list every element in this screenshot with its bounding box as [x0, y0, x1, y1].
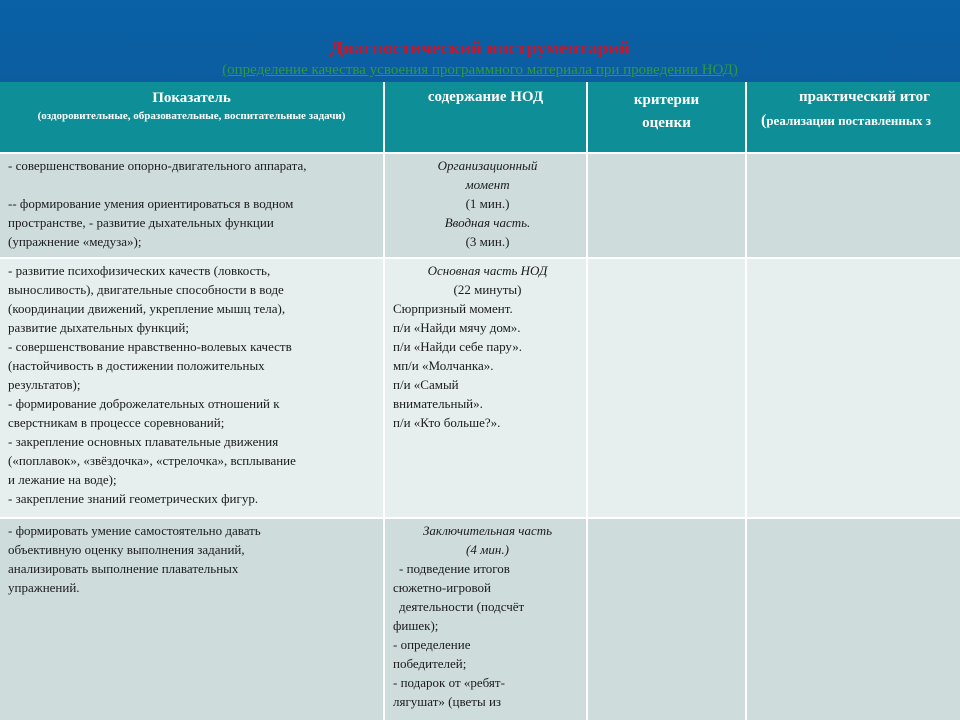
- row-2-result: [747, 259, 960, 517]
- row-3-content-line: - подарок от «ребят-: [393, 675, 505, 690]
- row-2-indicator-line: («поплавок», «звёздочка», «стрелочка», всплывание: [8, 453, 296, 468]
- row-1-indicator-spacer: [8, 175, 379, 194]
- row-2-criteria: [588, 259, 745, 517]
- row-2-content-line: внимательный».: [393, 396, 483, 411]
- row-3-indicator-line: анализировать выполнение плавательных: [8, 561, 239, 576]
- column-header-indicator-note: (оздоровительные, образовательные, воспитательные задачи): [37, 110, 346, 122]
- row-1-indicator-line: (упражнение «медуза»);: [8, 234, 142, 249]
- row-1-content: [385, 154, 586, 257]
- row-3-content-line: - подведение итогов: [399, 561, 510, 576]
- row-1-content-line: момент: [465, 177, 510, 192]
- row-3-content-line: победителей;: [393, 656, 467, 671]
- column-header-criteria-line-1: критерии: [633, 92, 700, 108]
- row-1-criteria: [588, 154, 745, 257]
- column-header-result-note: реализации поставленных з: [766, 113, 931, 128]
- row-2-indicator-line: и лежание на воде);: [8, 472, 117, 487]
- row-3-content-line: лягушат» (цветы из: [393, 694, 502, 709]
- row-1-content-line: Организационный: [437, 158, 538, 173]
- row-1-result: [747, 154, 960, 257]
- row-2-indicator-line: - закрепление знаний геометрических фигур.: [8, 491, 259, 506]
- diagnostic-table: [0, 82, 960, 720]
- row-1-indicator-line: - совершенствование опорно-двигательного аппарата,: [8, 158, 307, 173]
- row-2-indicator-line: (координации движений, укрепление мышц тела),: [8, 301, 286, 316]
- row-3-content-line: сюжетно-игровой: [393, 580, 492, 595]
- row-3-criteria: [588, 519, 745, 720]
- row-2-content-line: п/и «Найди себе пару».: [393, 339, 523, 354]
- row-3-indicator-line: упражнений.: [8, 580, 80, 595]
- row-1-indicator: [0, 154, 383, 257]
- row-2-content-line: мп/и «Молчанка».: [393, 358, 494, 373]
- column-header-indicator-title: Показатель: [152, 90, 231, 106]
- column-header-result-paren: (: [761, 112, 767, 129]
- row-3-content: [385, 519, 586, 720]
- row-1-content-line: Вводная часть.: [444, 215, 531, 230]
- row-1-indicator-line: -- формирование умения ориентироваться в водном: [8, 196, 294, 211]
- row-2-indicator-line: выносливость), двигательные способности в воде: [8, 282, 284, 297]
- row-3-content-line: Заключительная часть: [422, 523, 553, 538]
- row-2-indicator-line: - развитие психофизических качеств (ловкость,: [8, 263, 271, 278]
- row-2-indicator-line: - совершенствование нравственно-волевых качеств: [8, 339, 292, 354]
- column-header-content: [385, 82, 586, 152]
- row-3-content-line: - определение: [393, 637, 471, 652]
- row-2-content-line: Сюрпризный момент.: [393, 301, 513, 316]
- page-subtitle: (определение качества усвоения программного материала при проведении НОД): [222, 62, 738, 78]
- column-header-indicator: [0, 82, 383, 152]
- row-3-content-line: фишек);: [393, 618, 439, 633]
- row-3-indicator-line: объективную оценку выполнения заданий,: [8, 542, 245, 557]
- column-header-result-title: практический итог: [799, 89, 930, 105]
- row-2-indicator-line: (настойчивость в достижении положительных: [8, 358, 265, 373]
- row-2-indicator-line: сверстникам в процессе соревнований;: [8, 415, 225, 430]
- row-2-indicator-line: - формирование доброжелательных отношений к: [8, 396, 280, 411]
- row-2-indicator-line: - закрепление основных плавательные движения: [8, 434, 279, 449]
- row-2-content-line: п/и «Кто больше?».: [393, 415, 501, 430]
- row-2-content-line: Основная часть НОД: [427, 263, 548, 278]
- column-header-criteria-line-2: оценки: [642, 115, 691, 131]
- row-1-content-line: (1 мин.): [465, 196, 510, 211]
- row-2-content: [385, 259, 586, 517]
- row-1-indicator-line: пространстве, - развитие дыхательных функции: [8, 215, 274, 230]
- row-2-content-line: п/и «Найди мячу дом».: [393, 320, 521, 335]
- row-2-indicator-line: результатов);: [8, 377, 81, 392]
- row-2-indicator: [0, 259, 383, 517]
- row-3-result: [747, 519, 960, 720]
- row-3-content-line: (4 мин.): [466, 542, 509, 557]
- column-header-criteria: [588, 82, 745, 152]
- column-header-result: [747, 82, 960, 152]
- row-2-content-line: п/и «Самый: [393, 377, 459, 392]
- row-3-indicator-line: - формировать умение самостоятельно давать: [8, 523, 261, 538]
- row-2-content-line: (22 минуты): [453, 282, 522, 297]
- row-3-content-line: деятельности (подсчёт: [399, 599, 525, 614]
- row-2-indicator-line: развитие дыхательных функций;: [8, 320, 189, 335]
- row-3-indicator: [0, 519, 383, 720]
- row-1-content-line: (3 мин.): [465, 234, 510, 249]
- page-title: Диагностический инструментарий: [329, 38, 631, 59]
- column-header-content-title: содержание НОД: [427, 89, 544, 105]
